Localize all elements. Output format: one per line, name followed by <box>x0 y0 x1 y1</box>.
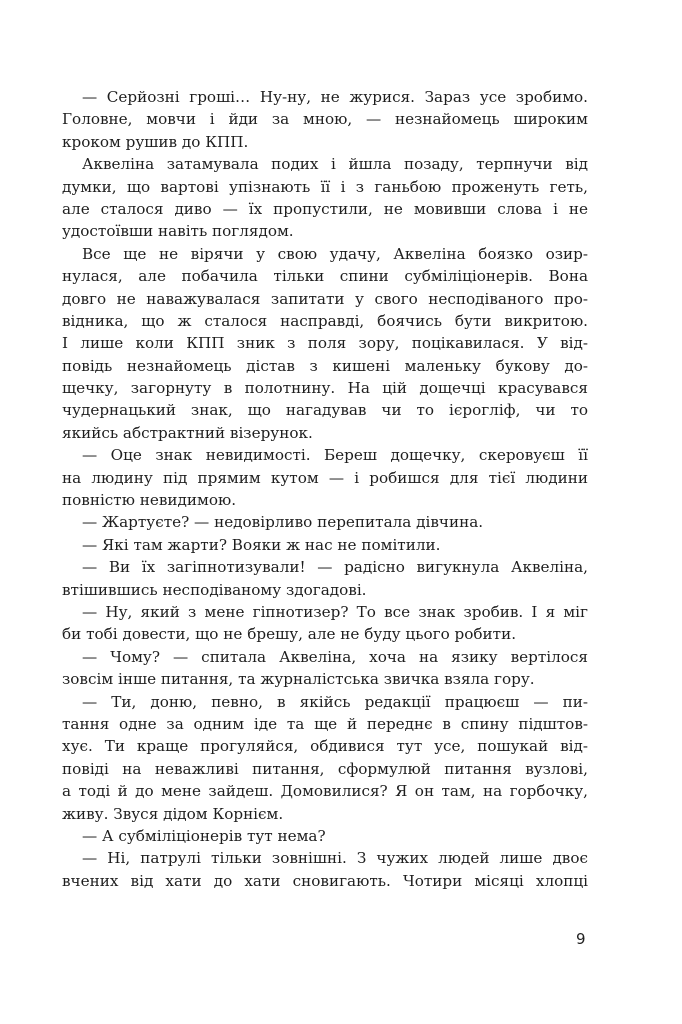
text-line: удостоївши навіть поглядом. <box>62 222 294 241</box>
text-line: — Ви їх загіпнотизували! — радісно вигукнула Аквеліна, <box>82 558 588 577</box>
text-line: — Ні, патрулі тільки зовнішні. З чужих людей лише двоє <box>82 849 588 868</box>
text-line: повіді на неважливі питання, сформулюй питання вузлові, <box>62 759 588 778</box>
text-line: вчених від хати до хати сновигають. Чотири місяці хлопці <box>62 871 588 890</box>
text-line: — А субміліціонерів тут нема? <box>82 826 326 845</box>
paragraph <box>62 243 588 445</box>
paragraph <box>62 511 588 533</box>
text-line: — Оце знак невидимості. Береш дощечку, скеровуєш її <box>82 446 588 465</box>
text-line: тання одне за одним іде та ще й переднє в спину підштов- <box>62 714 588 733</box>
paragraph <box>62 534 588 556</box>
paragraph <box>62 825 588 847</box>
text-line: думки, що вартові упізнають її і з ганьбою проженуть геть, <box>62 177 588 196</box>
paragraph <box>62 556 588 601</box>
text-line: Головне, мовчи і йди за мною, — незнайомець широким <box>62 110 588 129</box>
text-line: відника, що ж сталося насправді, боячись бути викритою. <box>62 311 588 330</box>
text-line: втішившись несподіваному здогадові. <box>62 580 367 599</box>
paragraph <box>62 646 588 691</box>
paragraph <box>62 86 588 153</box>
text-line: хує. Ти краще прогуляйся, обдивися тут усе, пошукай від- <box>62 737 588 756</box>
text-line: — Жартуєте? — недовірливо перепитала дівчина. <box>82 513 484 532</box>
text-line: якийсь абстрактний візерунок. <box>62 423 313 442</box>
text-line: — Серйозні гроші… Ну-ну, не журися. Зараз усе зробимо. <box>82 88 588 106</box>
text-line: повністю невидимою. <box>62 491 237 510</box>
text-line: нулася, але побачила тільки спини субміліціонерів. Вона <box>62 267 588 286</box>
text-line: живу. Звуся дідом Корнієм. <box>62 804 284 823</box>
text-line: Аквеліна затамувала подих і йшла позаду, терпнучи від <box>82 155 588 174</box>
paragraph <box>62 444 588 511</box>
text-line: а тоді й до мене зайдеш. Домовилися? Я он там, на горбочку, <box>62 782 588 801</box>
text-line: чудернацький знак, що нагадував чи то ієрогліф, чи то <box>62 401 588 420</box>
paragraph <box>62 153 588 243</box>
text-line: зовсім інше питання, та журналістська звичка взяла гору. <box>62 670 535 689</box>
paragraph <box>62 691 588 825</box>
text-line: би тобі довести, що не брешу, але не буду цього робити. <box>62 625 517 644</box>
text-line: довго не наважувалася запитати у свого несподіваного про- <box>62 289 588 308</box>
text-line: але сталося диво — їх пропустили, не мовивши слова і не <box>62 199 588 218</box>
text-line: — Які там жарти? Вояки ж нас не помітили. <box>82 535 441 554</box>
text-line: щечку, загорнуту в полотнину. На цій дощечці красувався <box>62 379 588 398</box>
page-number: 9 <box>576 930 586 948</box>
paragraph <box>62 601 588 646</box>
text-line: І лише коли КПП зник з поля зору, поцікавилася. У від- <box>62 334 588 353</box>
text-line: кроком рушив до КПП. <box>62 132 249 151</box>
text-line: на людину під прямим кутом — і робишся для тієї людини <box>62 468 588 487</box>
text-line: повідь незнайомець дістав з кишені маленьку букову до- <box>62 356 588 375</box>
text-line: — Ну, який з мене гіпнотизер? То все знак зробив. І я міг <box>82 602 588 621</box>
text-line: — Чому? — спитала Аквеліна, хоча на язику вертілося <box>82 647 588 666</box>
text-line: Все ще не вірячи у свою удачу, Аквеліна боязко озир- <box>82 244 588 263</box>
text-line: — Ти, доню, певно, в якійсь редакції працюєш — пи- <box>82 692 588 711</box>
body-text <box>62 86 588 892</box>
paragraph <box>62 847 588 892</box>
